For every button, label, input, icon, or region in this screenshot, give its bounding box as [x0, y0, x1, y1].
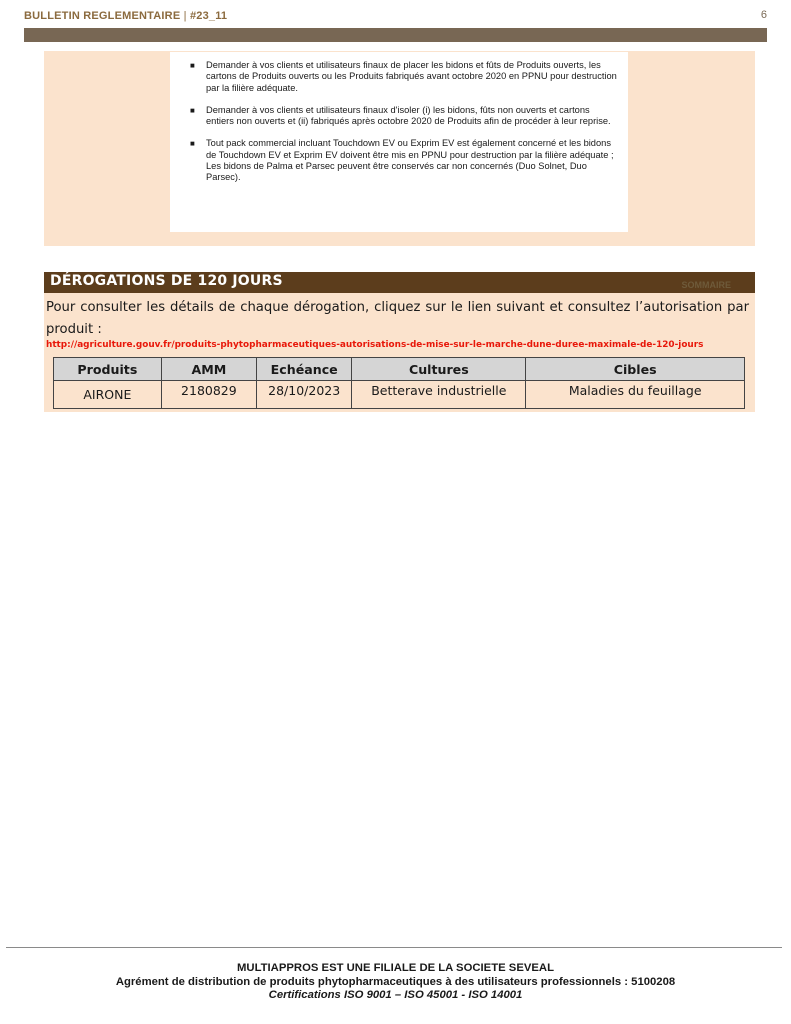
cell-produit: AIRONE: [54, 381, 162, 409]
table-header-row: [54, 358, 745, 381]
bullet-icon: ■: [190, 139, 195, 149]
cell-amm: [161, 381, 256, 409]
section-title: DÉROGATIONS DE 120 JOURS: [50, 273, 283, 289]
notice-bullet-item: [190, 104, 618, 128]
header-bar: [24, 28, 767, 42]
footer-certifications-line: Certifications ISO 9001 – ISO 45001 - ISO 14001: [268, 989, 523, 1001]
column-header-produits: Produits: [54, 358, 162, 381]
bulletin-name: BULLETIN REGLEMENTAIRE: [24, 10, 181, 22]
footer-agrement-line: Agrément de distribution de produits phytopharmaceutiques à des utilisateurs professionnels : 5100208: [115, 975, 676, 988]
notice-bullet-text: Tout pack commercial incluant Touchdown EV ou Exprim EV est également concerné et les bidons de Touchdown EV et Exprim EV doivent être mis en PPNU pour destruction par la filière adéquate ; Les bidons de Palma et Parsec peuvent être conservés car non concernés (Duo Solnet, Duo Parsec).: [206, 138, 614, 183]
bullet-icon: ■: [190, 61, 195, 70]
echeance-value: 28/10/2023: [268, 383, 341, 398]
cell-echeance: [257, 381, 352, 409]
cell-culture: [352, 381, 526, 409]
notice-bullet-text: Demander à vos clients et utilisateurs finaux d'isoler (i) les bidons, fûts non ouverts et cartons entiers non ouverts et (ii) fabriqués après octobre 2020 de Produits afin de procéder à leur reprise.: [206, 104, 611, 127]
page-footer: [0, 962, 791, 1003]
cell-cible: [526, 381, 745, 409]
column-header-amm: AMM: [161, 358, 256, 381]
title-separator: |: [183, 10, 187, 22]
page-number: 6: [760, 9, 767, 21]
footer-divider: [6, 947, 782, 948]
sommaire-link[interactable]: SOMMAIRE: [681, 280, 731, 290]
document-title: [24, 10, 227, 22]
derogations-table: [53, 357, 745, 409]
notice-bullet-text: Demander à vos clients et utilisateurs finaux de placer les bidons et fûts de Produits ouverts, les cartons de Produits ouverts ou les Produits fabriqués avant octobre 2020 en PPNU pour destruction par la filière adéquate.: [206, 60, 617, 93]
cible-value: Maladies du feuillage: [568, 383, 702, 398]
footer-company-line: MULTIAPPROS EST UNE FILIALE DE LA SOCIETE SEVEAL: [237, 962, 554, 974]
notice-bullet-list: [170, 52, 628, 184]
intro-paragraph: Pour consulter les détails de chaque dérogation, cliquez sur le lien suivant et consultez l’autorisation par produit :: [46, 300, 749, 337]
bullet-icon: ■: [190, 105, 195, 115]
column-header-echeance: Echéance: [257, 358, 352, 381]
column-header-cibles: Cibles: [526, 358, 745, 381]
culture-value: Betterave industrielle: [371, 383, 507, 398]
notice-bullet-item: [190, 60, 618, 94]
section-heading-bar: [44, 272, 755, 293]
notice-document-excerpt: [170, 52, 628, 232]
notice-bullet-item: [190, 138, 618, 183]
column-header-cultures: Cultures: [352, 358, 526, 381]
authorization-link[interactable]: http://agriculture.gouv.fr/produits-phytopharmaceutiques-autorisations-de-mise-sur-le-marche-dune-duree-maximale-de-120-jours: [46, 340, 704, 350]
table-row: [54, 381, 745, 409]
issue-number: #23_11: [189, 10, 228, 22]
derogations-section: [44, 272, 755, 412]
amm-value: 2180829: [181, 383, 237, 398]
